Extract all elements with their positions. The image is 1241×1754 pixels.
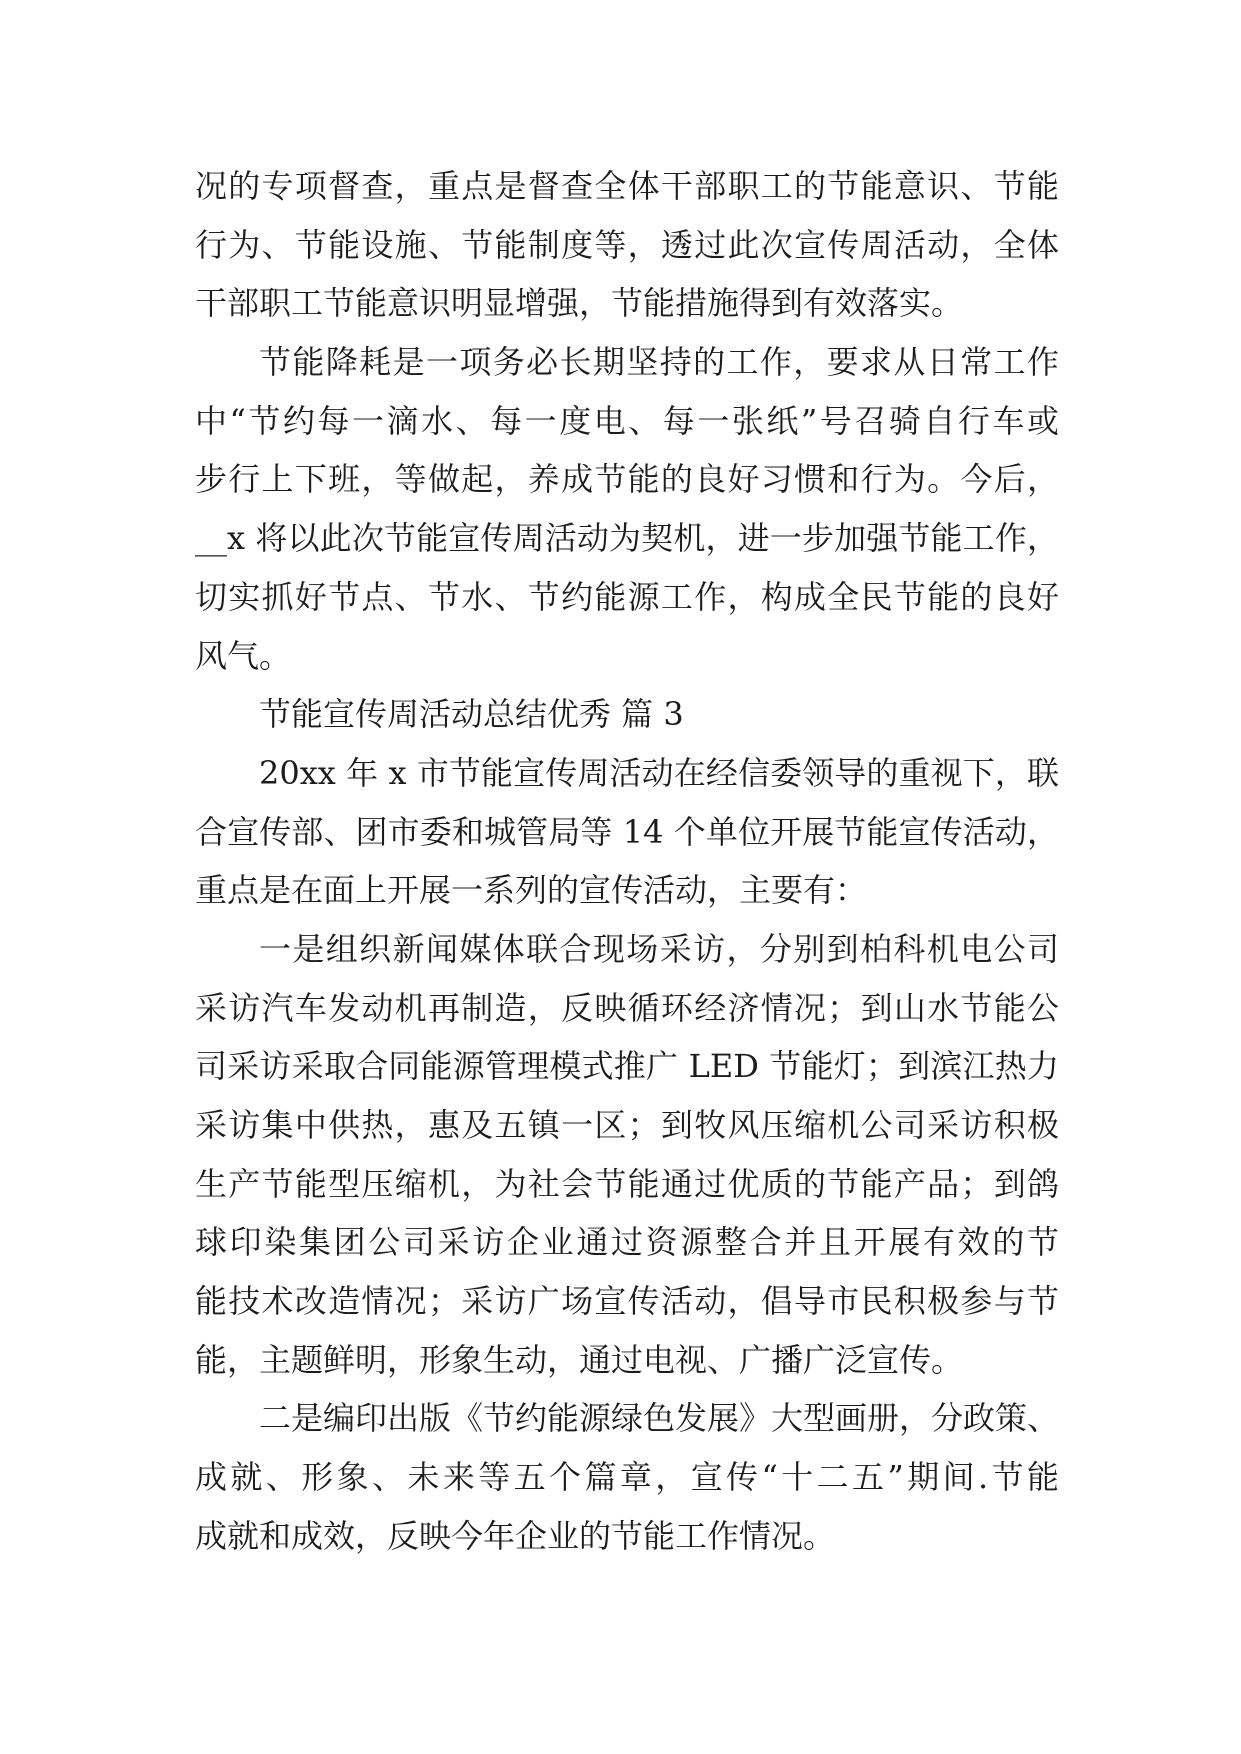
paragraph-line: 切实抓好节点、节水、节约能源工作，构成全民节能的良好: [195, 577, 1059, 616]
document-body: [195, 157, 1059, 1566]
paragraph-line: 中“节约每一滴水、每一度电、每一张纸”号召骑自行车或: [195, 401, 1059, 440]
paragraph-line: 生产节能型压缩机，为社会节能通过优质的节能产品；到鸽: [195, 1164, 1059, 1203]
paragraph-line: 合宣传部、团市委和城管局等 14 个单位开展节能宣传活动，: [195, 812, 1059, 851]
paragraph-line: 重点是在面上开展一系列的宣传活动，主要有：: [195, 871, 868, 910]
paragraph-line: 二是编印出版《节约能源绿色发展》大型画册，分政策、: [259, 1399, 1060, 1438]
paragraph-line: 20xx 年 x 市节能宣传周活动在经信委领导的重视下，联: [259, 753, 1059, 792]
paragraph-energy-saving: [195, 333, 1059, 685]
paragraph-line: 成就和成效，反映今年企业的节能工作情况。: [195, 1516, 836, 1555]
paragraph-line: 一是组织新闻媒体联合现场采访，分别到柏科机电公司: [259, 929, 1059, 968]
paragraph-line: 况的专项督查，重点是督查全体干部职工的节能意识、节能: [195, 167, 1059, 205]
section-heading: [195, 685, 1059, 744]
paragraph-line: 能，主题鲜明，形象生动，通过电视、广播广泛宣传。: [195, 1340, 964, 1379]
paragraph-intro: [195, 744, 1059, 920]
paragraph-line: 采访汽车发动机再制造，反映循环经济情况；到山水节能公: [195, 988, 1059, 1027]
paragraph-item-two: [195, 1389, 1059, 1565]
paragraph-line: 成就、形象、未来等五个篇章，宣传“十二五”期间.节能: [195, 1458, 1059, 1497]
paragraph-line: 风气。: [195, 636, 292, 675]
paragraph-line: 节能降耗是一项务必长期坚持的工作，要求从日常工作: [259, 343, 1059, 382]
paragraph-line: 干部职工节能意识明显增强，节能措施得到有效落实。: [195, 284, 964, 323]
section-heading-text: 节能宣传周活动总结优秀 篇 3: [259, 695, 684, 734]
paragraph-line: 司采访采取合同能源管理模式推广 LED 节能灯；到滨江热力: [195, 1047, 1059, 1086]
paragraph-line: __x 将以此次节能宣传周活动为契机，进一步加强节能工作，: [195, 519, 1059, 558]
paragraph-line: 能技术改造情况；采访广场宣传活动，倡导市民积极参与节: [195, 1282, 1059, 1321]
paragraph-item-one: [195, 920, 1059, 1390]
paragraph-continuation: [195, 157, 1059, 333]
paragraph-line: 行为、节能设施、节能制度等，透过此次宣传周活动，全体: [195, 225, 1059, 264]
paragraph-line: 步行上下班，等做起，养成节能的良好习惯和行为。今后，: [195, 460, 1059, 499]
paragraph-line: 球印染集团公司采访企业通过资源整合并且开展有效的节: [195, 1223, 1059, 1262]
paragraph-line: 采访集中供热，惠及五镇一区；到牧风压缩机公司采访积极: [195, 1106, 1059, 1144]
